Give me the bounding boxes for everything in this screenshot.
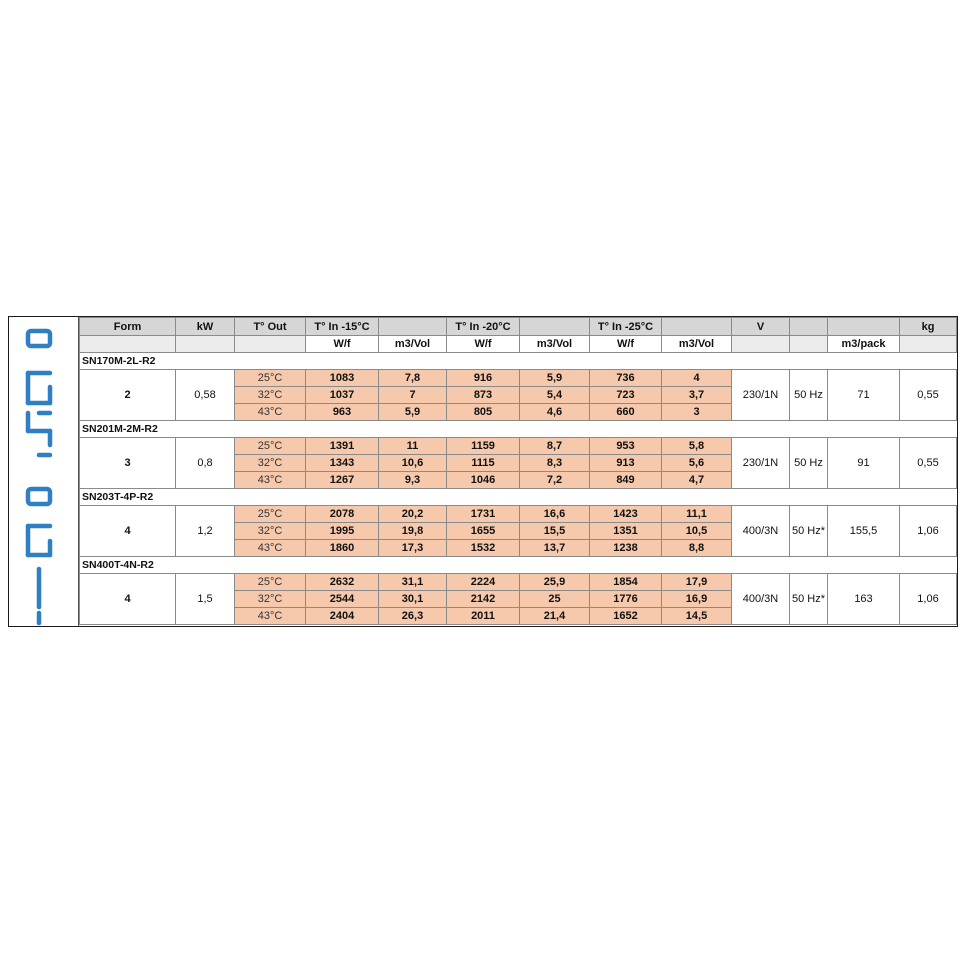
spec-sheet xyxy=(8,316,958,627)
m3vol-20-cell: 21,4 xyxy=(520,608,590,625)
sub-header-blank xyxy=(732,336,790,353)
wf-20-cell: 916 xyxy=(447,370,520,387)
model-name: SN203T-4P-R2 xyxy=(80,489,957,506)
col-tout-header: T° Out xyxy=(235,318,306,336)
m3vol-20-cell: 8,7 xyxy=(520,438,590,455)
col-tin25-header: T° In -25°C xyxy=(590,318,662,336)
m3vol-15-cell: 11 xyxy=(379,438,447,455)
model-header-row xyxy=(80,557,957,574)
temperature-side-panel xyxy=(9,317,79,626)
m3vol-20-cell: 8,3 xyxy=(520,455,590,472)
header-spacer xyxy=(379,318,447,336)
wf-25-cell: 1776 xyxy=(590,591,662,608)
wf-15-cell: 2632 xyxy=(306,574,379,591)
m3vol-25-cell: 16,9 xyxy=(662,591,732,608)
frequency-cell: 50 Hz xyxy=(790,370,828,421)
wf-15-cell: 1083 xyxy=(306,370,379,387)
wf-15-cell: 1343 xyxy=(306,455,379,472)
header-spacer xyxy=(790,318,828,336)
voltage-cell: 230/1N xyxy=(732,370,790,421)
kg-cell: 1,06 xyxy=(900,506,957,557)
sub-header-blank xyxy=(80,336,176,353)
wf-25-cell: 849 xyxy=(590,472,662,489)
tout-cell: 25°C xyxy=(235,370,306,387)
m3vol-15-cell: 20,2 xyxy=(379,506,447,523)
kg-cell: 1,06 xyxy=(900,574,957,625)
tout-cell: 32°C xyxy=(235,455,306,472)
m3pack-cell: 155,5 xyxy=(828,506,900,557)
wf-20-cell: 805 xyxy=(447,404,520,421)
wf-25-cell: 723 xyxy=(590,387,662,404)
voltage-cell: 230/1N xyxy=(732,438,790,489)
m3vol-15-cell: 17,3 xyxy=(379,540,447,557)
model-name: SN170M-2L-R2 xyxy=(80,353,957,370)
m3vol-25-cell: 5,8 xyxy=(662,438,732,455)
kw-cell: 1,2 xyxy=(176,506,235,557)
wf-15-cell: 2404 xyxy=(306,608,379,625)
model-name: SN201M-2M-R2 xyxy=(80,421,957,438)
wf-25-cell: 736 xyxy=(590,370,662,387)
m3vol-15-cell: 19,8 xyxy=(379,523,447,540)
sub-header-blank xyxy=(235,336,306,353)
tout-cell: 32°C xyxy=(235,591,306,608)
sub-header-wf: W/f xyxy=(590,336,662,353)
sub-header-m3vol: m3/Vol xyxy=(379,336,447,353)
kg-cell: 0,55 xyxy=(900,370,957,421)
wf-20-cell: 1115 xyxy=(447,455,520,472)
sub-header-blank xyxy=(900,336,957,353)
refrigeration-spec-table xyxy=(79,317,957,625)
m3vol-20-cell: 4,6 xyxy=(520,404,590,421)
m3vol-25-cell: 4 xyxy=(662,370,732,387)
header-row-top xyxy=(80,318,957,336)
tout-cell: 43°C xyxy=(235,608,306,625)
m3vol-25-cell: 11,1 xyxy=(662,506,732,523)
kg-cell: 0,55 xyxy=(900,438,957,489)
col-tin15-header: T° In -15°C xyxy=(306,318,379,336)
wf-20-cell: 1532 xyxy=(447,540,520,557)
model-name: SN400T-4N-R2 xyxy=(80,557,957,574)
wf-20-cell: 1159 xyxy=(447,438,520,455)
header-spacer xyxy=(828,318,900,336)
m3vol-25-cell: 5,6 xyxy=(662,455,732,472)
m3pack-cell: 91 xyxy=(828,438,900,489)
model-header-row xyxy=(80,489,957,506)
wf-20-cell: 2224 xyxy=(447,574,520,591)
m3vol-25-cell: 10,5 xyxy=(662,523,732,540)
wf-15-cell: 2078 xyxy=(306,506,379,523)
table-row xyxy=(80,438,957,455)
tout-cell: 43°C xyxy=(235,404,306,421)
wf-20-cell: 1655 xyxy=(447,523,520,540)
display-segment xyxy=(28,331,50,346)
sub-header-wf: W/f xyxy=(306,336,379,353)
header-spacer xyxy=(662,318,732,336)
tout-cell: 32°C xyxy=(235,523,306,540)
col-kg-header: kg xyxy=(900,318,957,336)
wf-15-cell: 1860 xyxy=(306,540,379,557)
m3vol-25-cell: 3,7 xyxy=(662,387,732,404)
form-cell: 4 xyxy=(80,574,176,625)
header-row-sub xyxy=(80,336,957,353)
sub-header-wf: W/f xyxy=(447,336,520,353)
wf-15-cell: 963 xyxy=(306,404,379,421)
wf-20-cell: 1046 xyxy=(447,472,520,489)
kw-cell: 0,58 xyxy=(176,370,235,421)
m3vol-15-cell: 10,6 xyxy=(379,455,447,472)
m3vol-20-cell: 16,6 xyxy=(520,506,590,523)
wf-25-cell: 1854 xyxy=(590,574,662,591)
col-form-header: Form xyxy=(80,318,176,336)
m3vol-15-cell: 7,8 xyxy=(379,370,447,387)
sub-header-blank xyxy=(176,336,235,353)
kw-cell: 0,8 xyxy=(176,438,235,489)
wf-20-cell: 1731 xyxy=(447,506,520,523)
form-cell: 4 xyxy=(80,506,176,557)
sub-header-m3vol: m3/Vol xyxy=(662,336,732,353)
m3pack-cell: 163 xyxy=(828,574,900,625)
m3vol-15-cell: 7 xyxy=(379,387,447,404)
wf-25-cell: 1351 xyxy=(590,523,662,540)
col-kw-header: kW xyxy=(176,318,235,336)
wf-25-cell: 913 xyxy=(590,455,662,472)
header-spacer xyxy=(520,318,590,336)
wf-15-cell: 2544 xyxy=(306,591,379,608)
wf-25-cell: 953 xyxy=(590,438,662,455)
table-row xyxy=(80,370,957,387)
table-row xyxy=(80,574,957,591)
tout-cell: 25°C xyxy=(235,438,306,455)
m3vol-15-cell: 31,1 xyxy=(379,574,447,591)
wf-25-cell: 1652 xyxy=(590,608,662,625)
voltage-cell: 400/3N xyxy=(732,574,790,625)
wf-15-cell: 1995 xyxy=(306,523,379,540)
wf-25-cell: 660 xyxy=(590,404,662,421)
kw-cell: 1,5 xyxy=(176,574,235,625)
tout-cell: 43°C xyxy=(235,472,306,489)
voltage-cell: 400/3N xyxy=(732,506,790,557)
frequency-cell: 50 Hz xyxy=(790,438,828,489)
m3vol-25-cell: 4,7 xyxy=(662,472,732,489)
wf-15-cell: 1037 xyxy=(306,387,379,404)
sub-header-m3pack: m3/pack xyxy=(828,336,900,353)
form-cell: 2 xyxy=(80,370,176,421)
model-header-row xyxy=(80,353,957,370)
m3vol-25-cell: 8,8 xyxy=(662,540,732,557)
m3vol-15-cell: 26,3 xyxy=(379,608,447,625)
m3vol-15-cell: 30,1 xyxy=(379,591,447,608)
seven-segment-temperature-display xyxy=(9,317,79,626)
m3vol-25-cell: 14,5 xyxy=(662,608,732,625)
wf-20-cell: 2142 xyxy=(447,591,520,608)
m3vol-25-cell: 17,9 xyxy=(662,574,732,591)
m3vol-20-cell: 5,9 xyxy=(520,370,590,387)
m3vol-15-cell: 9,3 xyxy=(379,472,447,489)
tout-cell: 25°C xyxy=(235,574,306,591)
table-row xyxy=(80,506,957,523)
frequency-cell: 50 Hz* xyxy=(790,506,828,557)
wf-25-cell: 1238 xyxy=(590,540,662,557)
tout-cell: 25°C xyxy=(235,506,306,523)
wf-20-cell: 2011 xyxy=(447,608,520,625)
m3vol-20-cell: 7,2 xyxy=(520,472,590,489)
m3vol-25-cell: 3 xyxy=(662,404,732,421)
m3vol-15-cell: 5,9 xyxy=(379,404,447,421)
frequency-cell: 50 Hz* xyxy=(790,574,828,625)
wf-25-cell: 1423 xyxy=(590,506,662,523)
sub-header-m3vol: m3/Vol xyxy=(520,336,590,353)
wf-20-cell: 873 xyxy=(447,387,520,404)
form-cell: 3 xyxy=(80,438,176,489)
m3pack-cell: 71 xyxy=(828,370,900,421)
wf-15-cell: 1391 xyxy=(306,438,379,455)
m3vol-20-cell: 25,9 xyxy=(520,574,590,591)
display-segment xyxy=(28,489,50,504)
col-v-header: V xyxy=(732,318,790,336)
wf-15-cell: 1267 xyxy=(306,472,379,489)
model-header-row xyxy=(80,421,957,438)
tout-cell: 32°C xyxy=(235,387,306,404)
m3vol-20-cell: 5,4 xyxy=(520,387,590,404)
m3vol-20-cell: 13,7 xyxy=(520,540,590,557)
col-tin20-header: T° In -20°C xyxy=(447,318,520,336)
sub-header-blank xyxy=(790,336,828,353)
m3vol-20-cell: 15,5 xyxy=(520,523,590,540)
tout-cell: 43°C xyxy=(235,540,306,557)
m3vol-20-cell: 25 xyxy=(520,591,590,608)
